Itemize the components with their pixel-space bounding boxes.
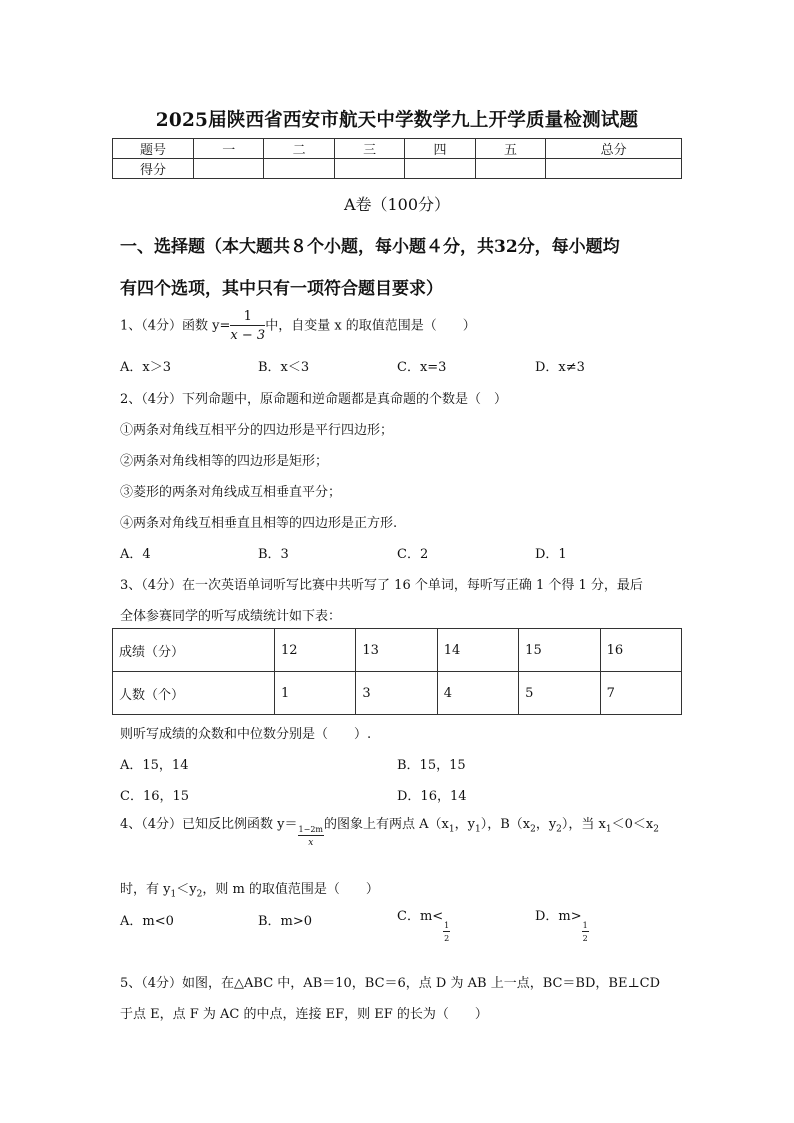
half-fraction: $\frac{1}{2}$ xyxy=(582,921,588,943)
q3-option-a[interactable]: A．15，14 xyxy=(120,758,189,773)
table-cell: 五 xyxy=(475,139,545,159)
q1-fraction-denominator: x − 3 xyxy=(230,328,266,343)
q4-option-d[interactable]: D．m> $\frac{1}{2}$ xyxy=(535,909,588,943)
question-3-stem-line1: 3、（4分）在一次英语单词听写比赛中共听写了 16 个单词，每听写正确 1 个得 1 分，最后 xyxy=(120,578,643,593)
score-input-cell[interactable] xyxy=(334,159,404,179)
table-cell: 7 xyxy=(600,672,681,715)
q1-option-c[interactable]: C．x=3 xyxy=(397,360,447,375)
table-cell: 3 xyxy=(356,672,437,715)
q1-option-a[interactable]: A．x＞3 xyxy=(120,360,171,375)
section-heading-line1: 一、选择题（本大题共８个小题，每小题４分，共32分，每小题均 xyxy=(120,237,620,257)
score-table xyxy=(112,138,682,179)
table-cell: 4 xyxy=(437,672,518,715)
table-cell: 人数（个） xyxy=(113,672,275,715)
q2-statement-2: ②两条对角线相等的四边形是矩形； xyxy=(120,454,329,469)
table-cell: 一 xyxy=(194,139,264,159)
score-table-score-row xyxy=(113,159,682,179)
table-row xyxy=(113,672,682,715)
question-5-stem-line2: 于点 E，点 F 为 AC 的中点，连接 EF，则 EF 的长为（ ） xyxy=(120,1007,488,1022)
q4-option-b[interactable]: B．m>0 xyxy=(258,914,313,929)
q1-option-b[interactable]: B．x＜3 xyxy=(258,360,310,375)
q3-option-d[interactable]: D．16，14 xyxy=(397,789,467,804)
table-cell: 二 xyxy=(264,139,334,159)
q2-option-d[interactable]: D．1 xyxy=(535,547,567,562)
table-cell: 三 xyxy=(334,139,404,159)
q3-option-b[interactable]: B．15，15 xyxy=(397,758,466,773)
q2-option-b[interactable]: B．3 xyxy=(258,547,289,562)
table-cell: 总分 xyxy=(546,139,682,159)
q4-option-c[interactable]: C．m< $\frac{1}{2}$ xyxy=(397,909,450,943)
exam-title: 2025届陕西省西安市航天中学数学九上开学质量检测试题 xyxy=(155,110,639,131)
score-input-cell[interactable] xyxy=(194,159,264,179)
q1-suffix: 中，自变量 x 的取值范围是（ ） xyxy=(265,318,476,334)
question-5-stem-line1: 5、（4分）如图，在△ABC 中，AB＝10，BC＝6，点 D 为 AB 上一点，BC＝BD，BE⊥CD xyxy=(120,976,661,991)
table-cell: 16 xyxy=(600,629,681,672)
score-distribution-table xyxy=(112,628,682,715)
question-4-stem-line2: 时，有 $y_1<y_2$，则 m 的取值范围是（ ） xyxy=(120,882,379,900)
q1-prefix: 1、（4分）函数 y= xyxy=(120,318,231,334)
table-cell: 5 xyxy=(519,672,600,715)
score-table-header-row xyxy=(113,139,682,159)
question-3-followup: 则听写成绩的众数和中位数分别是（ ）. xyxy=(120,727,372,742)
table-cell: 15 xyxy=(519,629,600,672)
table-cell: 1 xyxy=(275,672,356,715)
q4-fraction xyxy=(298,826,324,848)
table-cell: 14 xyxy=(437,629,518,672)
section-volume-heading: A卷（100分） xyxy=(343,195,451,214)
table-cell: 题号 xyxy=(113,139,194,159)
q2-statement-3: ③菱形的两条对角线成互相垂直平分； xyxy=(120,485,342,500)
q4-fraction-numerator: 1−2m xyxy=(298,825,323,834)
question-4-stem-line1 xyxy=(120,818,659,848)
table-row xyxy=(113,629,682,672)
q2-statement-1: ①两条对角线互相平分的四边形是平行四边形； xyxy=(120,423,394,438)
q4-option-a[interactable]: A．m<0 xyxy=(120,914,174,929)
q1-fraction xyxy=(230,310,265,342)
table-cell: 四 xyxy=(405,139,475,159)
q2-option-c[interactable]: C．2 xyxy=(397,547,429,562)
score-input-cell[interactable] xyxy=(546,159,682,179)
q3-option-c[interactable]: C．16，15 xyxy=(120,789,190,804)
q4-fraction-denominator: x xyxy=(308,838,314,848)
q1-fraction-numerator: 1 xyxy=(230,310,265,326)
q2-statement-4: ④两条对角线互相垂直且相等的四边形是正方形. xyxy=(120,516,398,531)
q4-prefix: 4、（4分）已知反比例函数 y＝ xyxy=(120,817,298,832)
q4-points-text: 的图象上有两点 $A(x_1$，$y_1$），$B(x_2$，$y_2$），当 $x_1<0<x_2$ xyxy=(324,817,659,835)
table-cell: 得分 xyxy=(113,159,194,179)
section-heading-line2: 有四个选项，其中只有一项符合题目要求） xyxy=(120,279,443,299)
question-1-stem xyxy=(120,310,476,342)
question-3-stem-line2: 全体参赛同学的听写成绩统计如下表： xyxy=(120,609,342,624)
table-cell: 成绩（分） xyxy=(113,629,275,672)
q1-option-d[interactable]: D．x≠3 xyxy=(535,360,585,375)
score-input-cell[interactable] xyxy=(475,159,545,179)
question-2-stem: 2、（4分）下列命题中，原命题和逆命题都是真命题的个数是（ ） xyxy=(120,392,508,407)
table-cell: 13 xyxy=(356,629,437,672)
q2-option-a[interactable]: A．4 xyxy=(120,547,151,562)
score-input-cell[interactable] xyxy=(405,159,475,179)
table-cell: 12 xyxy=(275,629,356,672)
score-input-cell[interactable] xyxy=(264,159,334,179)
half-fraction: $\frac{1}{2}$ xyxy=(444,921,450,943)
